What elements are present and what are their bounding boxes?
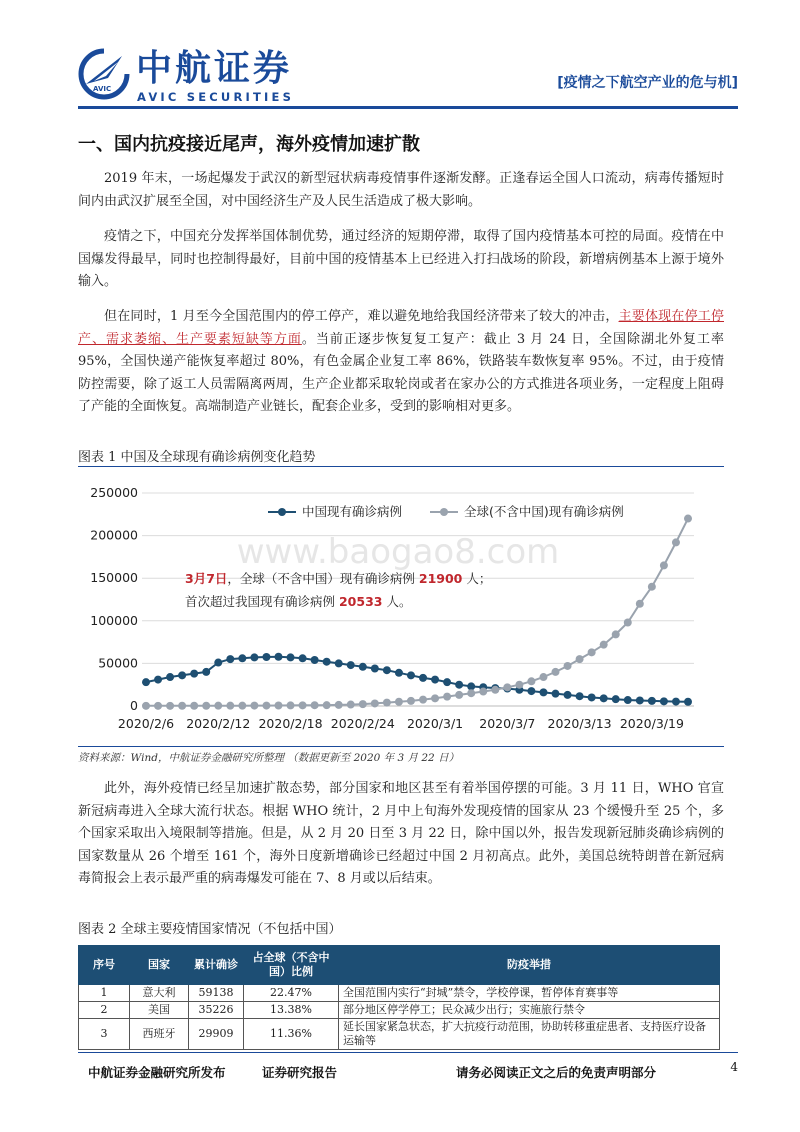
header-ratio: 占全球（不含中国）比例 xyxy=(244,946,339,985)
data-point-0 xyxy=(564,691,572,699)
data-point-1 xyxy=(238,702,246,710)
cell-cases: 35226 xyxy=(189,1002,244,1019)
annotation-date: 3月7日 xyxy=(185,571,228,586)
data-point-1 xyxy=(359,700,367,708)
page-header xyxy=(0,0,800,118)
data-point-1 xyxy=(419,696,427,704)
cell-cases: 59138 xyxy=(189,985,244,1002)
cell-measures: 全国范围内实行“封城”禁令，学校停课，暂停体育赛事等 xyxy=(339,985,720,1002)
data-point-1 xyxy=(166,702,174,710)
data-point-0 xyxy=(419,674,427,682)
data-point-1 xyxy=(323,701,331,709)
header-no: 序号 xyxy=(79,946,130,985)
figure-1-source: 资料来源：Wind，中航证券金融研究所整理 （数据更新至 2020 年 3 月 22 日） xyxy=(78,752,460,764)
data-point-1 xyxy=(624,619,632,627)
cell-country: 美国 xyxy=(130,1002,189,1019)
data-point-0 xyxy=(588,693,596,701)
data-point-0 xyxy=(576,692,584,700)
figure-1-bottom-rule xyxy=(78,746,724,747)
data-point-0 xyxy=(154,676,162,684)
header-measures: 防疫举措 xyxy=(339,946,720,985)
legend-marker-0 xyxy=(278,508,286,516)
covid-line-chart xyxy=(78,475,724,740)
header-cases: 累计确诊 xyxy=(189,946,244,985)
chart-legend xyxy=(268,504,624,519)
data-point-1 xyxy=(684,515,692,523)
annotation-line2-start: 首次超过我国现有确诊病例 xyxy=(185,594,339,609)
data-point-1 xyxy=(214,702,222,710)
paragraph-4: 此外，海外疫情已经呈加速扩散态势，部分国家和地区甚至有着举国停摆的可能。3 月 11 日，WHO 官宣新冠病毒进入全球大流行状态。根据 WHO 统计，2 月中上旬海外发现疫情的国家从 23 个缓慢升至 25 个，多个国家采取出入境限制等措施。但是，从 2 月 20 日至 3 月 22 日，除中国以外，报告发现新冠肺炎确诊病例的国家数量从 26 个增至 161 个，海外日度新增确诊已经超过中国 2 月初高点。此外，美国总统特朗普在新冠病毒简报会上表示最严重的病毒爆发可能在 7、8 月或以后结束。 xyxy=(78,781,724,886)
data-point-0 xyxy=(552,690,560,698)
data-point-1 xyxy=(491,686,499,694)
data-point-1 xyxy=(431,694,439,702)
data-point-0 xyxy=(636,696,644,704)
x-tick-label: 2020/2/6 xyxy=(117,716,175,731)
data-point-0 xyxy=(407,671,415,679)
data-point-1 xyxy=(142,702,150,710)
paragraph-3-highlight: 主要体现在停工停产、需求萎缩、生产要素短缺等方面 xyxy=(78,309,724,347)
data-point-1 xyxy=(648,583,656,591)
chart-annotation-line1 xyxy=(185,571,491,586)
x-tick-label: 2020/2/18 xyxy=(258,716,323,731)
data-point-1 xyxy=(576,655,584,663)
paragraph-1: 2019 年末，一场起爆发于武汉的新型冠状病毒疫情事件逐渐发酵。正逢春运全国人口流动，病毒传播短时间内由武汉扩展至全国，对中国经济生产及人民生活造成了极大影响。 xyxy=(78,171,724,209)
header-country: 国家 xyxy=(130,946,189,985)
data-point-1 xyxy=(250,702,258,710)
x-tick-label: 2020/3/1 xyxy=(406,716,464,731)
data-point-0 xyxy=(383,666,391,674)
y-tick-label: 100000 xyxy=(90,612,138,628)
data-point-1 xyxy=(455,691,463,699)
data-point-0 xyxy=(395,669,403,677)
footer-rule xyxy=(78,1052,738,1053)
figure-1-title: 图表 1 中国及全球现有确诊病例变化趋势 xyxy=(78,450,316,465)
legend-marker-1 xyxy=(440,508,448,516)
report-tag: [疫情之下航空产业的危与机] xyxy=(557,75,738,91)
data-point-0 xyxy=(347,661,355,669)
cell-ratio: 13.38% xyxy=(244,1002,339,1019)
footer-report-type: 证券研究报告 xyxy=(262,1065,338,1080)
x-tick-label: 2020/2/12 xyxy=(186,716,251,731)
data-point-0 xyxy=(166,673,174,681)
data-point-1 xyxy=(564,662,572,670)
data-point-0 xyxy=(672,698,680,706)
data-point-0 xyxy=(262,653,270,661)
data-point-0 xyxy=(600,694,608,702)
data-point-0 xyxy=(238,654,246,662)
annotation-line1-end: 人； xyxy=(462,571,492,586)
data-point-1 xyxy=(527,677,535,685)
y-tick-label: 250000 xyxy=(90,485,138,500)
data-point-0 xyxy=(335,659,343,667)
cell-cases: 29909 xyxy=(189,1019,244,1050)
figure-2-title: 图表 2 全球主要疫情国家情况（不包括中国） xyxy=(78,922,342,937)
data-point-1 xyxy=(190,702,198,710)
data-point-1 xyxy=(178,702,186,710)
data-point-0 xyxy=(323,658,331,666)
footer-disclaimer: 请务必阅读正文之后的免责声明部分 xyxy=(456,1065,657,1080)
data-point-0 xyxy=(190,670,198,678)
data-point-0 xyxy=(527,687,535,695)
cell-country: 西班牙 xyxy=(130,1019,189,1050)
data-point-1 xyxy=(467,689,475,697)
x-tick-label: 2020/3/19 xyxy=(619,716,684,731)
data-point-0 xyxy=(660,697,668,705)
data-point-1 xyxy=(311,701,319,709)
data-point-1 xyxy=(299,701,307,709)
data-point-1 xyxy=(383,699,391,707)
data-point-0 xyxy=(202,668,210,676)
cell-country: 意大利 xyxy=(130,985,189,1002)
y-tick-label: 150000 xyxy=(90,570,138,586)
data-point-0 xyxy=(142,678,150,686)
data-point-0 xyxy=(299,654,307,662)
annotation-value2: 20533 xyxy=(338,594,383,609)
data-point-1 xyxy=(503,683,511,691)
data-point-0 xyxy=(287,653,295,661)
figure-1-rule xyxy=(78,466,724,467)
logo-badge-text: AVIC xyxy=(93,85,112,93)
x-tick-label: 2020/2/24 xyxy=(330,716,395,731)
cell-measures: 延长国家紧急状态，扩大抗疫行动范围，协助转移重症患者、支持医疗设备运输等 xyxy=(339,1019,720,1050)
data-point-1 xyxy=(287,701,295,709)
paragraph-3 xyxy=(78,306,724,419)
data-point-0 xyxy=(311,656,319,664)
section-title: 一、国内抗疫接近尾声，海外疫情加速扩散 xyxy=(78,134,420,155)
data-point-1 xyxy=(262,702,270,710)
logo-chinese: 中航证券 xyxy=(136,48,293,89)
data-point-0 xyxy=(371,665,379,673)
data-point-1 xyxy=(202,702,210,710)
data-point-1 xyxy=(552,668,560,676)
annotation-value1: 21900 xyxy=(418,571,463,586)
data-point-0 xyxy=(624,696,632,704)
legend-label-0: 中国现有确诊病例 xyxy=(302,504,403,519)
cell-no: 2 xyxy=(79,1002,130,1019)
legend-label-1: 全球(不含中国)现有确诊病例 xyxy=(464,504,624,519)
data-point-1 xyxy=(154,702,162,710)
data-point-0 xyxy=(250,653,258,661)
watermark: www.baogao8.com xyxy=(236,532,560,572)
table-row xyxy=(79,985,720,1002)
data-point-1 xyxy=(515,681,523,689)
table-row xyxy=(79,1002,720,1019)
y-tick-label: 50000 xyxy=(98,655,138,671)
data-point-0 xyxy=(684,698,692,706)
data-point-0 xyxy=(431,676,439,684)
countries-table xyxy=(78,945,720,1050)
table-header-row xyxy=(79,946,720,985)
data-point-0 xyxy=(359,663,367,671)
data-point-1 xyxy=(539,673,547,681)
x-tick-label: 2020/3/7 xyxy=(479,716,536,731)
data-point-0 xyxy=(648,697,656,705)
logo-english: AVIC SECURITIES xyxy=(137,90,295,104)
data-point-0 xyxy=(539,688,547,696)
data-point-1 xyxy=(347,701,355,709)
data-point-1 xyxy=(672,538,680,546)
x-tick-label: 2020/3/13 xyxy=(547,716,612,731)
data-point-0 xyxy=(612,695,620,703)
header-rule xyxy=(78,106,738,109)
data-point-1 xyxy=(636,600,644,608)
data-point-1 xyxy=(371,699,379,707)
data-point-0 xyxy=(274,653,282,661)
data-point-0 xyxy=(467,682,475,690)
paragraph-3-part-a: 但在同时，1 月至今全国范围内的停工停产，难以避免地给我国经济带来了较大的冲击， xyxy=(104,309,619,324)
data-point-1 xyxy=(395,698,403,706)
y-tick-label: 200000 xyxy=(90,527,138,543)
data-point-1 xyxy=(600,641,608,649)
cell-ratio: 11.36% xyxy=(244,1019,339,1050)
data-point-1 xyxy=(660,561,668,569)
data-point-1 xyxy=(335,701,343,709)
data-point-1 xyxy=(226,702,234,710)
cell-no: 1 xyxy=(79,985,130,1002)
paragraph-3-part-b: 。当前正逐步恢复复工复产：截止 3 月 24 日，全国除湖北外复工率 95%，全国快递产能恢复率超过 80%，有色金属企业复工率 86%，铁路装车数恢复率 95%。不过，由于疫情防控需要，除了返工人员需隔离两周，生产企业都采取轮岗或者在家办公的方式推进各项业务，一定程度上阻碍了产能的全面恢复。高端制造产业链长，配套企业多，受到的影响相对更多。 xyxy=(78,331,724,414)
cell-measures: 部分地区停学停工；民众减少出行；实施旅行禁令 xyxy=(339,1002,720,1019)
table-row xyxy=(79,1019,720,1050)
data-point-0 xyxy=(214,659,222,667)
annotation-line2-end: 人。 xyxy=(382,594,412,609)
page-number: 4 xyxy=(730,1060,738,1074)
cell-ratio: 22.47% xyxy=(244,985,339,1002)
data-point-0 xyxy=(226,655,234,663)
data-point-1 xyxy=(588,648,596,656)
chart-y-axis xyxy=(90,485,138,713)
data-point-0 xyxy=(455,681,463,689)
chart-annotation-line2 xyxy=(185,594,411,609)
data-point-0 xyxy=(178,671,186,679)
data-point-1 xyxy=(407,697,415,705)
chart-x-axis xyxy=(118,716,684,731)
data-point-1 xyxy=(443,693,451,701)
footer-publisher: 中航证券金融研究所发布 xyxy=(88,1065,226,1080)
avic-logo-icon xyxy=(78,48,130,100)
y-tick-label: 0 xyxy=(130,698,138,713)
data-point-1 xyxy=(612,630,620,638)
cell-no: 3 xyxy=(79,1019,130,1050)
annotation-line1-mid: ，全球（不含中国）现有确诊病例 xyxy=(227,571,419,586)
paragraph-2: 疫情之下，中国充分发挥举国体制优势，通过经济的短期停滞，取得了国内疫情基本可控的局面。疫情在中国爆发得最早，同时也控制得最好，目前中国的疫情基本上已经进入打扫战场的阶段，新增病例基本上源于境外输入。 xyxy=(78,229,724,289)
data-point-1 xyxy=(479,688,487,696)
data-point-0 xyxy=(443,678,451,686)
data-point-1 xyxy=(274,701,282,709)
